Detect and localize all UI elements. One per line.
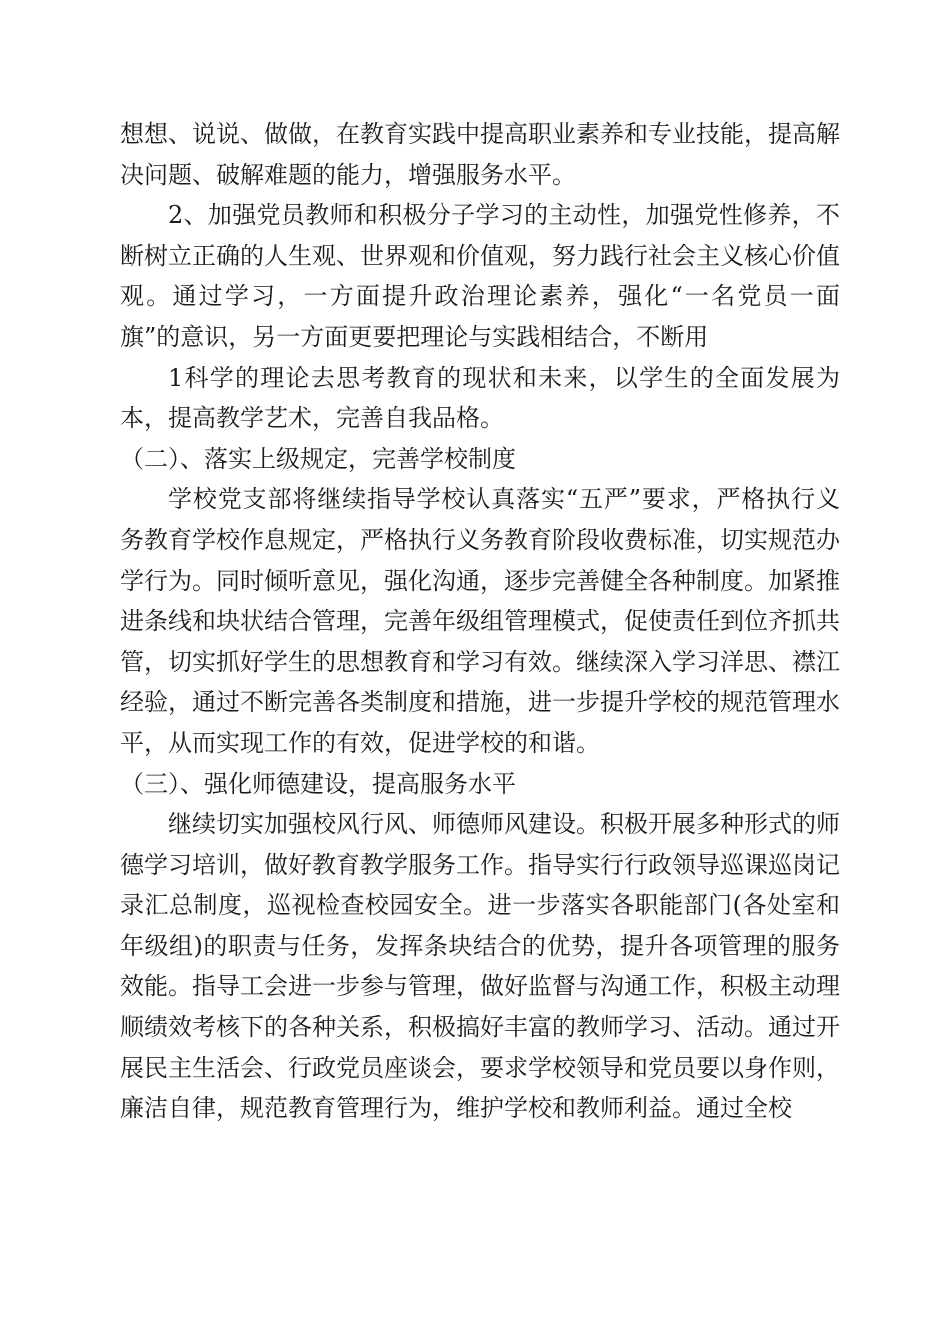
section-heading-3: （三）、强化师德建设，提高服务水平 bbox=[120, 769, 516, 798]
paragraph-teacher-ethics: 继续切实加强校风行风、师德师风建设。积极开展多种形式的师德学习培训，做好教育教学服务工作。指导实行行政领导巡课巡岗记录汇总制度，巡视检查校园安全。进一步落实各职能部门(各处室和年级组)的职责与任务，发挥条块结合的优势，提升各项管理的服务效能。指导工会进一步参与管理，做好监督与沟通工作，积极主动理顺绩效考核下的各种关系，积极搞好丰富的教师学习、活动。通过开展民主生活会、行政党员座谈会，要求学校领导和党员要以身作则，廉洁自律，规范教育管理行为，维护学校和教师利益。通过全校 bbox=[120, 810, 840, 1123]
paragraph-item-2: 2、加强党员教师和积极分子学习的主动性，加强党性修养，不断树立正确的人生观、世界观和价值观，努力践行社会主义核心价值观。通过学习，一方面提升政治理论素养，强化“一名党员一面旗”的意识，另一方面更要把理论与实践相结合，不断用 bbox=[120, 201, 840, 351]
document-body bbox=[120, 114, 840, 1129]
paragraph-continued: 1科学的理论去思考教育的现状和未来，以学生的全面发展为本，提高教学艺术，完善自我品格。 bbox=[120, 363, 840, 433]
section-heading-2: （二）、落实上级规定，完善学校制度 bbox=[120, 444, 516, 473]
paragraph-school-rules: 学校党支部将继续指导学校认真落实“五严”要求，严格执行义务教育学校作息规定，严格执行义务教育阶段收费标准，切实规范办学行为。同时倾听意见，强化沟通，逐步完善健全各种制度。加紧推进条线和块状结合管理，完善年级组管理模式，促使责任到位齐抓共管，切实抓好学生的思想教育和学习有效。继续深入学习洋思、襟江经验，通过不断完善各类制度和措施，进一步提升学校的规范管理水平，从而实现工作的有效，促进学校的和谐。 bbox=[120, 485, 840, 757]
paragraph-continuation: 想想、说说、做做，在教育实践中提高职业素养和专业技能，提高解决问题、破解难题的能力，增强服务水平。 bbox=[120, 120, 840, 189]
